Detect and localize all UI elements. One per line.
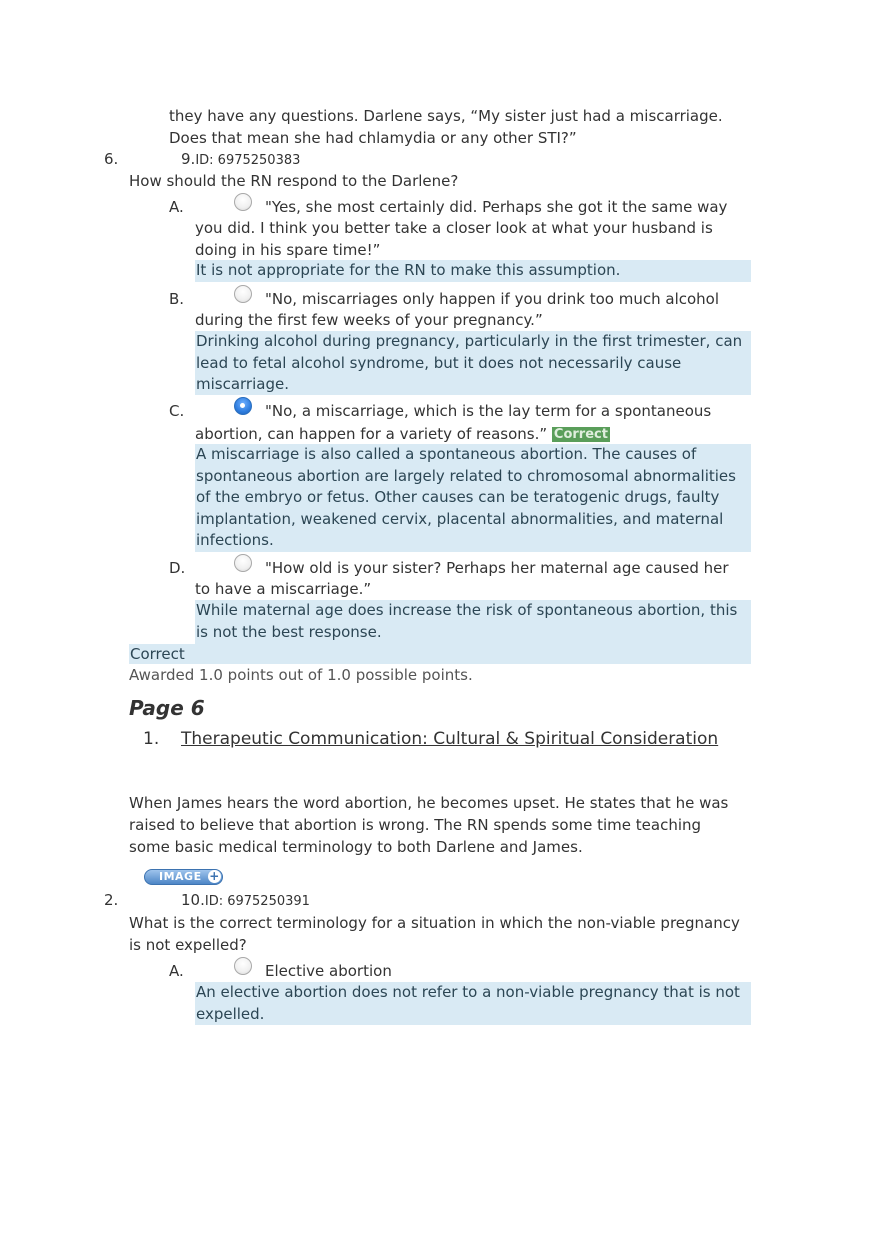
option-a-text: doing in his spare time!” [195, 241, 381, 259]
option-letter: D. [169, 559, 186, 577]
list-number: 6. [104, 150, 119, 168]
question-prompt: How should the RN respond to the Darlene? [129, 172, 459, 190]
feedback-line: is not the best response. [196, 622, 382, 641]
question-id: ID: 6975250383 [195, 153, 301, 168]
feedback-line: miscarriage. [196, 375, 289, 393]
stem-line: they have any questions. Darlene says, “My sister just had a miscarriage. [169, 107, 723, 125]
awarded-points: Awarded 1.0 points out of 1.0 possible points. [129, 666, 473, 684]
correct-badge: Correct [553, 427, 608, 442]
image-button-label: IMAGE [159, 870, 202, 883]
radio-option-c-selected[interactable] [234, 397, 252, 415]
question-number [181, 149, 300, 172]
option-d-text: to have a miscarriage.” [195, 580, 372, 598]
image-button[interactable] [144, 869, 223, 885]
option-letter: A. [169, 198, 184, 216]
question-prompt: is not expelled? [129, 936, 247, 954]
result-text: Correct [130, 645, 185, 663]
option-a-text: "Yes, she most certainly did. Perhaps she got it the same way [265, 198, 728, 216]
option-letter: A. [169, 962, 184, 980]
radio-option-d[interactable] [234, 554, 252, 572]
intro-line: some basic medical terminology to both Darlene and James. [129, 838, 583, 856]
list-number: 2. [104, 891, 119, 909]
question-prompt: What is the correct terminology for a situation in which the non-viable pregnancy [129, 914, 740, 932]
feedback-line: implantation, weakened cervix, placental abnormalities, and maternal [196, 509, 724, 528]
radio-option-b[interactable] [234, 285, 252, 303]
feedback-line: Drinking alcohol during pregnancy, particularly in the first trimester, can [196, 332, 743, 350]
feedback-option-a [195, 260, 751, 282]
option-c-text-line: abortion, can happen for a variety of reasons.” [195, 425, 548, 443]
option-c-text [195, 424, 610, 446]
feedback-line: It is not appropriate for the RN to make this assumption. [196, 261, 621, 279]
stem-line: Does that mean she had chlamydia or any other STI?” [169, 129, 577, 147]
option-a-text: Elective abortion [265, 962, 392, 980]
option-c-text: "No, a miscarriage, which is the lay term for a spontaneous [265, 402, 712, 420]
question-num: 9. [181, 150, 196, 168]
page-title: Page 6 [129, 696, 205, 720]
intro-line: When James hears the word abortion, he becomes upset. He states that he was [129, 794, 729, 812]
feedback-line: spontaneous abortion are largely related to chromosomal abnormalities [196, 466, 736, 485]
feedback-line: A miscarriage is also called a spontaneous abortion. The causes of [196, 445, 697, 463]
plus-icon: + [209, 869, 220, 883]
topic-number: 1. [143, 729, 160, 749]
question-id: ID: 6975250391 [204, 894, 310, 909]
feedback-line: infections. [196, 531, 274, 549]
feedback-line: expelled. [196, 1004, 265, 1023]
feedback-line: lead to fetal alcohol syndrome, but it does not necessarily cause [196, 353, 682, 372]
feedback-line: of the embryo or fetus. Other causes can be teratogenic drugs, faulty [196, 488, 720, 506]
feedback-option-d [195, 600, 751, 644]
result-banner [129, 644, 751, 664]
feedback-line: An elective abortion does not refer to a non-viable pregnancy that is not [196, 983, 740, 1001]
feedback-option-b [195, 331, 751, 395]
radio-option-a[interactable] [234, 193, 252, 211]
feedback-option-a [195, 982, 751, 1025]
question-num: 10. [181, 891, 205, 909]
topic-link[interactable]: Therapeutic Communication: Cultural & Spiritual Consideration [181, 729, 719, 749]
feedback-line: While maternal age does increase the risk of spontaneous abortion, this [196, 601, 738, 619]
option-b-text: during the first few weeks of your pregnancy.” [195, 311, 543, 329]
option-letter: B. [169, 290, 185, 308]
feedback-option-c [195, 444, 751, 552]
option-b-text: "No, miscarriages only happen if you drink too much alcohol [265, 290, 720, 308]
option-d-text: "How old is your sister? Perhaps her maternal age caused her [265, 559, 729, 577]
intro-line: raised to believe that abortion is wrong. The RN spends some time teaching [129, 816, 702, 834]
radio-option-a[interactable] [234, 957, 252, 975]
option-a-text: you did. I think you better take a closer look at what your husband is [195, 219, 713, 237]
option-letter: C. [169, 402, 185, 420]
question-number [181, 890, 310, 913]
